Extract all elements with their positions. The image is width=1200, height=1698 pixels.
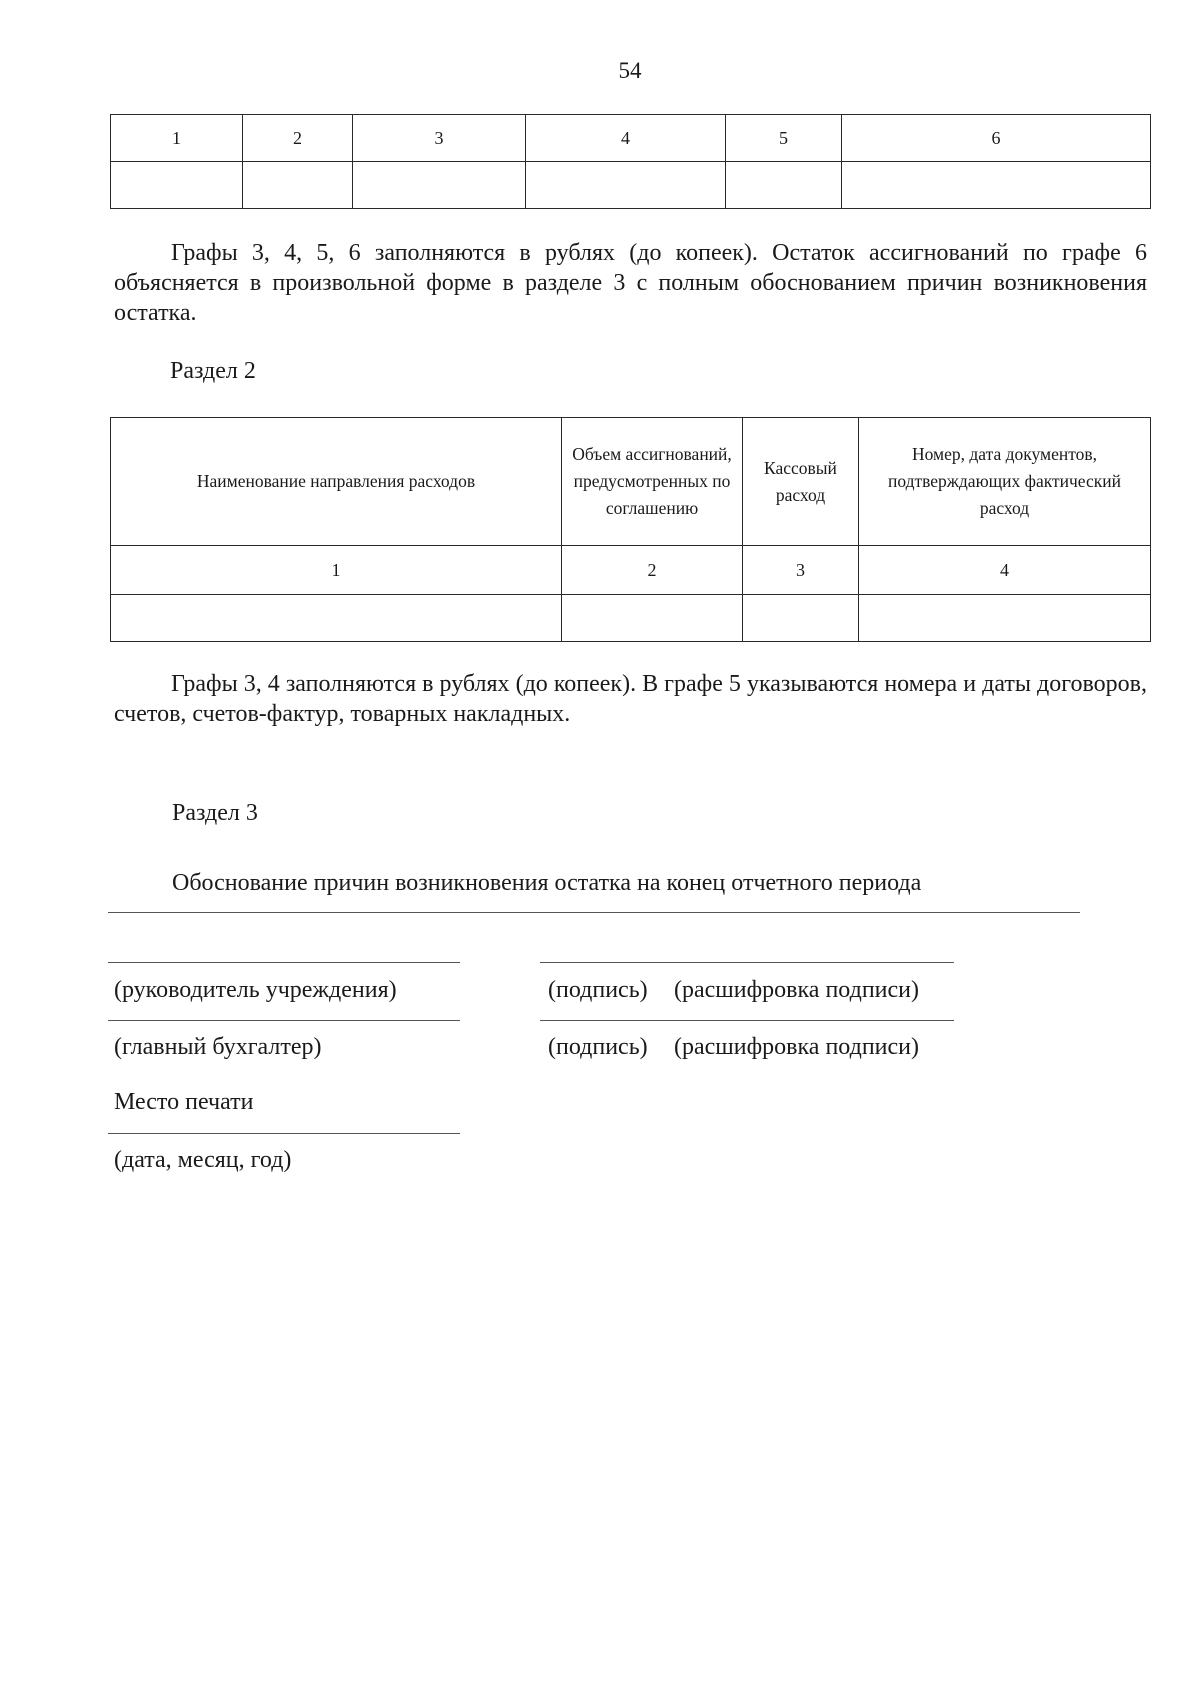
section-3-title: Раздел 3: [172, 800, 258, 826]
accountant-sign-label: (подпись): [548, 1034, 648, 1060]
accountant-sign-line[interactable]: [540, 1020, 954, 1021]
empty-cell[interactable]: [726, 162, 842, 209]
table-row: [111, 546, 1151, 595]
header-documents: Номер, дата документов, подтверждающих фактический расход: [859, 418, 1151, 546]
table-header-row: [111, 418, 1151, 546]
head-sign-label: (подпись): [548, 977, 648, 1003]
section-3-subtitle: Обоснование причин возникновения остатка на конец отчетного периода: [172, 870, 922, 896]
column-number: 5: [726, 115, 842, 162]
head-label: (руководитель учреждения): [114, 977, 397, 1003]
empty-cell[interactable]: [111, 162, 243, 209]
header-cash-expense: Кассовый расход: [743, 418, 859, 546]
allocation-table: [110, 114, 1151, 209]
paragraph-columns-note: Графы 3, 4, 5, 6 заполняются в рублях (до копеек). Остаток ассигнований по графе 6 объясняется в произвольной форме в разделе 3 с полным обоснованием причин возникновения остатка.: [114, 240, 1147, 326]
head-decode-label: (расшифровка подписи): [674, 977, 919, 1003]
head-line[interactable]: [108, 962, 460, 963]
header-expense-direction: Наименование направления расходов: [111, 418, 562, 546]
table-row: [111, 595, 1151, 642]
stamp-label: Место печати: [114, 1089, 254, 1115]
accountant-label: (главный бухгалтер): [114, 1034, 322, 1060]
expenses-table: [110, 417, 1151, 642]
empty-cell[interactable]: [353, 162, 526, 209]
empty-cell[interactable]: [859, 595, 1151, 642]
column-number: 4: [859, 546, 1151, 595]
column-number: 1: [111, 115, 243, 162]
column-number: 1: [111, 546, 562, 595]
head-sign-line[interactable]: [540, 962, 954, 963]
column-number: 4: [526, 115, 726, 162]
empty-cell[interactable]: [111, 595, 562, 642]
date-label: (дата, месяц, год): [114, 1147, 292, 1173]
accountant-line[interactable]: [108, 1020, 460, 1021]
column-number: 3: [743, 546, 859, 595]
paragraph-fill-note: Графы 3, 4 заполняются в рублях (до копеек). В графе 5 указываются номера и даты договоров, счетов, счетов-фактур, товарных накладных.: [114, 671, 1147, 727]
justification-line[interactable]: [108, 912, 1080, 913]
header-allocation-volume: Объем ассигнований, предусмотренных по соглашению: [562, 418, 743, 546]
empty-cell[interactable]: [562, 595, 743, 642]
page-number: 54: [618, 58, 642, 83]
column-number: 2: [243, 115, 353, 162]
accountant-decode-label: (расшифровка подписи): [674, 1034, 919, 1060]
section-2-title: Раздел 2: [170, 358, 256, 384]
empty-cell[interactable]: [526, 162, 726, 209]
table-row: [111, 115, 1151, 162]
table-row: [111, 162, 1151, 209]
column-number: 3: [353, 115, 526, 162]
column-number: 6: [842, 115, 1151, 162]
date-line[interactable]: [108, 1133, 460, 1134]
column-number: 2: [562, 546, 743, 595]
empty-cell[interactable]: [743, 595, 859, 642]
empty-cell[interactable]: [842, 162, 1151, 209]
empty-cell[interactable]: [243, 162, 353, 209]
